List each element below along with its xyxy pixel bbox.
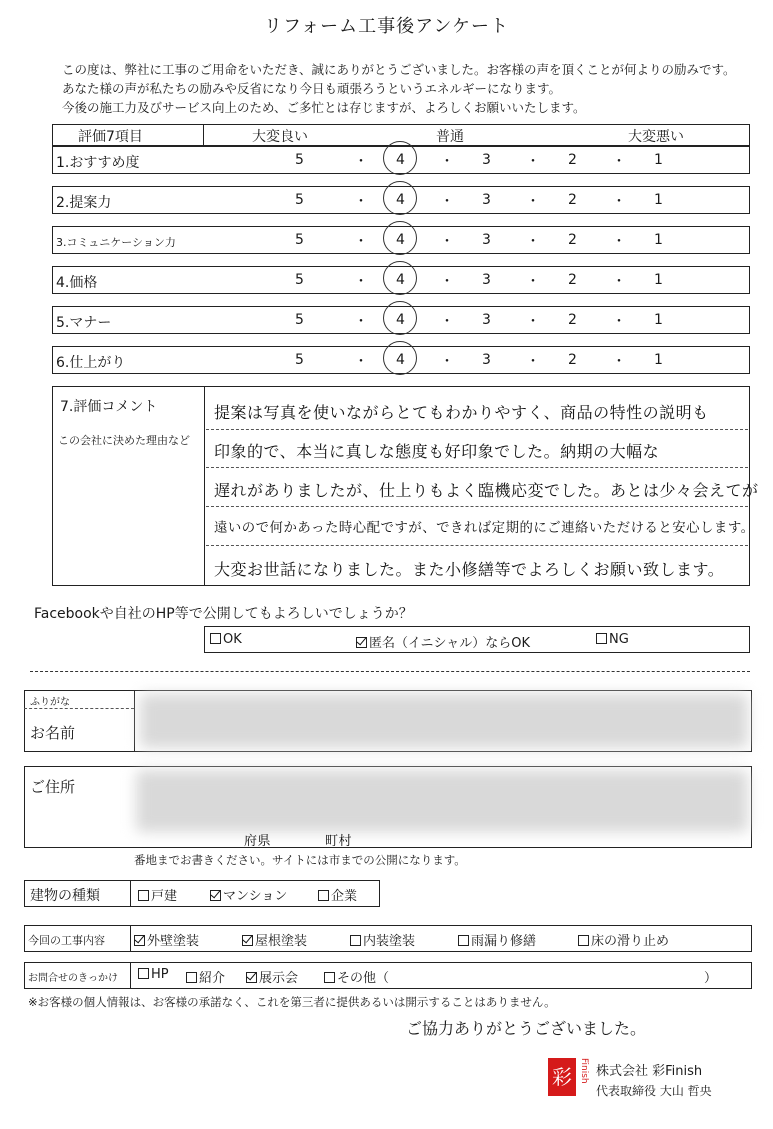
company-name: 株式会社 彩Finish — [596, 1064, 703, 1079]
checkbox-hp[interactable] — [138, 968, 149, 979]
rating-separator: ・ — [526, 354, 540, 370]
address-fragment: 府県 町村 — [244, 834, 353, 849]
rating-separator: ・ — [612, 354, 626, 370]
rating-separator: ・ — [526, 194, 540, 210]
rating-header-mid: 普通 — [436, 129, 464, 145]
rating-label: 4.価格 — [56, 275, 98, 291]
work-option-leak[interactable]: 雨漏り修繕 — [458, 930, 536, 949]
building-option-company[interactable]: 企業 — [318, 885, 357, 904]
selected-rating-circle — [383, 181, 417, 215]
rating-option[interactable]: 3 — [482, 352, 491, 368]
rating-option[interactable]: 5 — [295, 152, 304, 168]
rating-option[interactable]: 1 — [654, 352, 663, 368]
rating-separator: ・ — [440, 234, 454, 250]
checkbox-anonymous[interactable] — [356, 637, 367, 648]
address-redaction — [136, 770, 748, 832]
rating-option[interactable]: 3 — [482, 192, 491, 208]
checkbox-exterior[interactable] — [134, 935, 145, 946]
address-label: ご住所 — [30, 778, 76, 796]
rating-option[interactable]: 5 — [295, 312, 304, 328]
rating-separator: ・ — [440, 194, 454, 210]
publish-option-ok[interactable]: OK — [210, 632, 242, 647]
company-logo-side: Finish — [579, 1058, 589, 1084]
rating-separator: ・ — [612, 314, 626, 330]
rating-option[interactable]: 1 — [654, 152, 663, 168]
comment-line-3: 遅れがありましたが、仕上りもよく臨機応変でした。あとは少々会えてが — [214, 481, 759, 500]
rating-option[interactable]: 4 — [396, 192, 405, 208]
name-redaction — [140, 694, 748, 748]
rating-header-best: 大変良い — [252, 129, 308, 145]
rating-separator: ・ — [440, 354, 454, 370]
rating-separator: ・ — [612, 274, 626, 290]
inquiry-divider — [130, 962, 131, 989]
rating-header-items: 評価7項目 — [78, 129, 143, 145]
rating-label: 1.おすすめ度 — [56, 155, 140, 171]
rating-option[interactable]: 2 — [568, 352, 577, 368]
publish-question: Facebookや自社のHP等で公開してもよろしいでしょうか？ — [34, 606, 413, 622]
comment-rule-2 — [206, 467, 748, 468]
inquiry-option-referral[interactable]: 紹介 — [186, 967, 225, 986]
rating-separator: ・ — [526, 234, 540, 250]
selected-rating-circle — [383, 341, 417, 375]
rating-separator: ・ — [354, 274, 368, 290]
rating-separator: ・ — [612, 194, 626, 210]
rating-separator: ・ — [354, 154, 368, 170]
rating-separator: ・ — [440, 274, 454, 290]
checkbox-exhibition[interactable] — [246, 972, 257, 983]
rating-option[interactable]: 2 — [568, 152, 577, 168]
inquiry-option-hp[interactable]: HP — [138, 967, 169, 982]
rating-option[interactable]: 3 — [482, 312, 491, 328]
comment-sublabel: この会社に決めた理由など — [58, 434, 190, 447]
rating-separator: ・ — [440, 314, 454, 330]
rating-option[interactable]: 1 — [654, 192, 663, 208]
rating-option[interactable]: 4 — [396, 232, 405, 248]
rating-separator: ・ — [440, 154, 454, 170]
rating-option[interactable]: 5 — [295, 352, 304, 368]
privacy-note: ※お客様の個人情報は、お客様の承諾なく、これを第三者に提供あるいは開示することはありません。 — [28, 995, 556, 1009]
building-label: 建物の種類 — [30, 888, 100, 904]
work-option-interior[interactable]: 内装塗装 — [350, 930, 415, 949]
name-divider — [134, 690, 135, 752]
rating-separator: ・ — [354, 354, 368, 370]
comment-label: 7.評価コメント — [60, 399, 158, 415]
rating-separator: ・ — [354, 234, 368, 250]
rating-separator: ・ — [612, 154, 626, 170]
page-title: リフォーム工事後アンケート — [263, 16, 510, 37]
comment-rule-1 — [206, 429, 748, 430]
work-label: 今回の工事内容 — [28, 934, 105, 947]
building-divider — [130, 880, 131, 907]
rating-label: 5.マナー — [56, 315, 112, 331]
selected-rating-circle — [383, 221, 417, 255]
checkbox-mansion[interactable] — [210, 890, 221, 901]
rating-separator: ・ — [526, 274, 540, 290]
rating-option[interactable]: 4 — [396, 312, 405, 328]
checkbox-ok[interactable] — [210, 633, 221, 644]
comment-line-4: 遠いので何かあった時心配ですが、できれば定期的にご連絡いただけると安心します。 — [214, 521, 755, 536]
cut-line — [30, 671, 750, 672]
checkbox-house[interactable] — [138, 890, 149, 901]
rating-option[interactable]: 1 — [654, 272, 663, 288]
selected-rating-circle — [383, 141, 417, 175]
inquiry-option-exhibition[interactable]: 展示会 — [246, 967, 298, 986]
intro-line-1: この度は、弊社に工事のご用命をいただき、誠にありがとうございました。お客様の声を頂くことが何よりの励みです。 — [62, 62, 736, 77]
furigana-label: ふりがな — [30, 697, 70, 708]
rating-separator: ・ — [526, 314, 540, 330]
rating-separator: ・ — [612, 234, 626, 250]
comment-rule-3 — [206, 506, 748, 507]
rating-label: 2.提案力 — [56, 195, 112, 211]
checkbox-floor[interactable] — [578, 935, 589, 946]
inquiry-other-close: ） — [704, 971, 718, 986]
work-option-exterior[interactable]: 外壁塗装 — [134, 930, 199, 949]
work-option-roof[interactable]: 屋根塗装 — [242, 930, 307, 949]
intro-line-3: 今後の施工力及びサービス向上のため、ご多忙とは存じますが、よろしくお願いいたします。 — [62, 100, 586, 115]
checkbox-other[interactable] — [324, 972, 335, 983]
checkbox-leak[interactable] — [458, 935, 469, 946]
rating-option[interactable]: 3 — [482, 232, 491, 248]
rating-label: 3.コミュニケーション力 — [56, 236, 176, 249]
selected-rating-circle — [383, 261, 417, 295]
rating-option[interactable]: 2 — [568, 192, 577, 208]
inquiry-label: お問合せのきっかけ — [28, 973, 118, 984]
rating-separator: ・ — [526, 154, 540, 170]
building-option-mansion[interactable]: マンション — [210, 885, 287, 904]
comment-line-5: 大変お世話になりました。また小修繕等でよろしくお願い致します。 — [214, 560, 725, 579]
comment-line-1: 提案は写真を使いながらとてもわかりやすく、商品の特性の説明も — [214, 403, 709, 422]
comment-divider — [204, 386, 205, 586]
rating-option[interactable]: 4 — [396, 352, 405, 368]
rating-separator: ・ — [354, 194, 368, 210]
inquiry-option-other[interactable]: その他（ — [324, 967, 389, 986]
work-option-floor[interactable]: 床の滑り止め — [578, 930, 669, 949]
checkbox-roof[interactable] — [242, 935, 253, 946]
publish-option-anonymous[interactable]: 匿名（イニシャル）ならOK — [356, 632, 530, 651]
rating-label: 6.仕上がり — [56, 355, 126, 371]
intro-line-2: あなた様の声が私たちの励みや反省になり今日も頑張ろうというエネルギーになります。 — [62, 81, 562, 96]
checkbox-ng[interactable] — [596, 633, 607, 644]
checkbox-referral[interactable] — [186, 972, 197, 983]
rating-option[interactable]: 3 — [482, 272, 491, 288]
rating-header-worst: 大変悪い — [628, 129, 684, 145]
rating-option[interactable]: 1 — [654, 232, 663, 248]
address-note: 番地までお書きください。サイトには市までの公開になります。 — [134, 853, 466, 867]
name-label: お名前 — [30, 724, 76, 742]
work-divider — [130, 925, 131, 952]
checkbox-interior[interactable] — [350, 935, 361, 946]
rating-option[interactable]: 4 — [396, 152, 405, 168]
company-logo: 彩 — [548, 1058, 576, 1096]
rating-option[interactable]: 5 — [295, 272, 304, 288]
rating-option[interactable]: 2 — [568, 312, 577, 328]
rating-option[interactable]: 5 — [295, 232, 304, 248]
comment-line-2: 印象的で、本当に真しな態度も好印象でした。納期の大幅な — [214, 442, 660, 461]
comment-rule-4 — [206, 545, 748, 546]
rating-option[interactable]: 4 — [396, 272, 405, 288]
rating-option[interactable]: 5 — [295, 192, 304, 208]
building-option-house[interactable]: 戸建 — [138, 885, 177, 904]
rating-option[interactable]: 2 — [568, 272, 577, 288]
rating-option[interactable]: 1 — [654, 312, 663, 328]
thanks-message: ご協力ありがとうございました。 — [406, 1019, 647, 1038]
rating-separator: ・ — [354, 314, 368, 330]
rating-option[interactable]: 3 — [482, 152, 491, 168]
checkbox-company[interactable] — [318, 890, 329, 901]
rating-option[interactable]: 2 — [568, 232, 577, 248]
furigana-rule — [24, 708, 134, 709]
company-representative: 代表取締役 大山 哲央 — [596, 1084, 712, 1098]
publish-option-ng[interactable]: NG — [596, 632, 629, 647]
selected-rating-circle — [383, 301, 417, 335]
